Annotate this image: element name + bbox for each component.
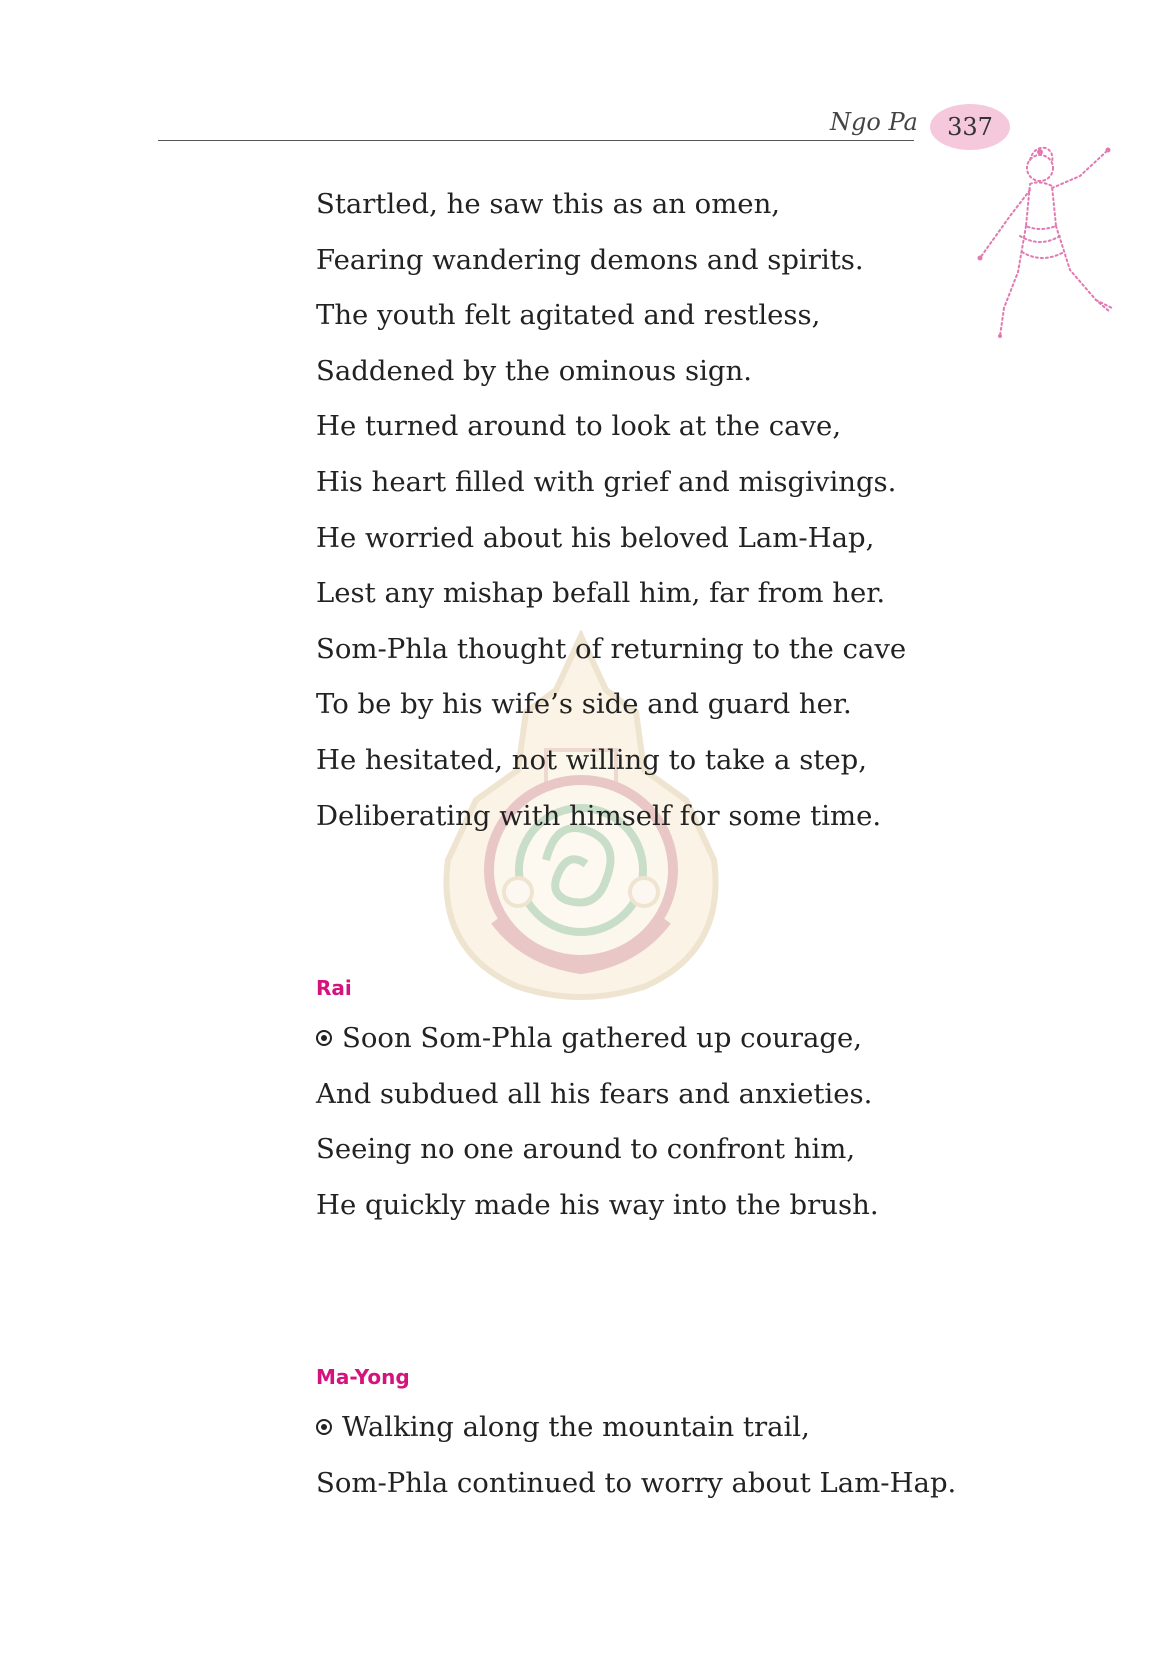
verse-line: Fearing wandering demons and spirits. <box>316 243 864 276</box>
header-rule <box>158 140 914 141</box>
page-number-badge: 337 <box>930 104 1010 150</box>
verse-line: Saddened by the ominous sign. <box>316 354 752 387</box>
section-label-rai: Rai <box>316 976 352 1000</box>
verse-line: Lest any mishap befall him, far from her. <box>316 577 886 610</box>
verse-line: To be by his wife’s side and guard her. <box>316 688 852 721</box>
verse-line: He hesitated, not willing to take a step, <box>316 743 867 776</box>
verse-line: And subdued all his fears and anxieties. <box>316 1077 873 1110</box>
stanza-1 <box>316 177 906 844</box>
verse-line: His heart filled with grief and misgivings. <box>316 465 897 498</box>
verse-line: Seeing no one around to confront him, <box>316 1133 856 1166</box>
verse-line: Startled, he saw this as an omen, <box>316 188 781 220</box>
verse-line: He quickly made his way into the brush. <box>316 1188 879 1221</box>
stanza-3 <box>316 1400 956 1511</box>
section-label-ma-yong: Ma-Yong <box>316 1365 410 1389</box>
verse-line-text: Walking along the mountain trail, <box>342 1411 810 1443</box>
verse-line <box>316 1011 879 1067</box>
stanza-2 <box>316 1011 879 1233</box>
verse-line: Deliberating with himself for some time. <box>316 799 882 832</box>
verse-line: Som-Phla thought of returning to the cave <box>316 632 907 665</box>
dancer-figure-icon <box>960 140 1120 350</box>
bullet-icon <box>316 1419 332 1435</box>
verse-line: The youth felt agitated and restless, <box>316 299 821 332</box>
verse-line: He turned around to look at the cave, <box>316 410 842 443</box>
verse-line: Som-Phla continued to worry about Lam-Hap. <box>316 1466 957 1499</box>
running-title: Ngo Pa <box>830 108 918 136</box>
verse-line-text: Soon Som-Phla gathered up courage, <box>342 1022 863 1054</box>
verse-line: He worried about his beloved Lam-Hap, <box>316 521 875 554</box>
verse-line <box>316 1400 956 1456</box>
bullet-icon <box>316 1030 332 1046</box>
